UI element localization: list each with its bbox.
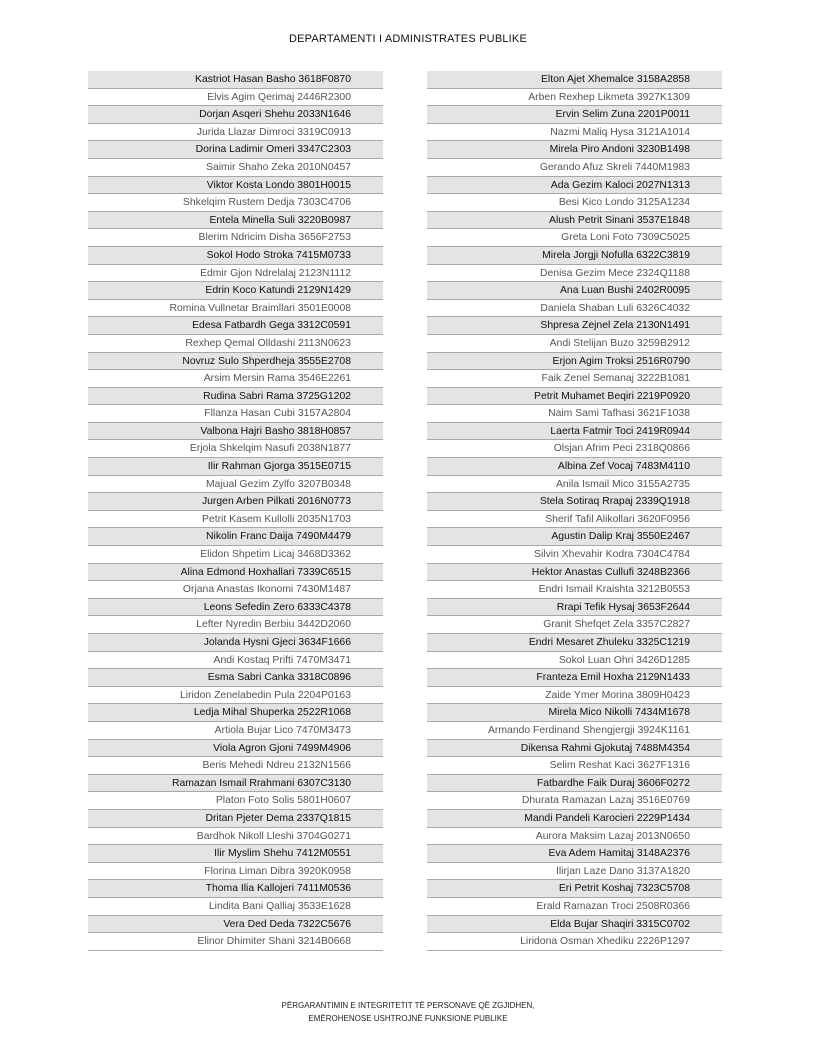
right-name-column [427, 71, 722, 951]
left-list-item: Jurgen Arben Pilkati 2016N0773 [88, 493, 383, 511]
left-list-item: Viktor Kosta Londo 3801H0015 [88, 177, 383, 195]
right-list-item: Faik Zenel Semanaj 3222B1081 [427, 370, 722, 388]
right-list-item: Armando Ferdinand Shengjergji 3924K1161 [427, 722, 722, 740]
footer-line-1: PËRGARANTIMIN E INTEGRITETIT TË PERSONAVE QË ZGJIDHEN, [281, 1001, 535, 1010]
left-list-item: Edrin Koco Katundi 2129N1429 [88, 282, 383, 300]
right-list-item: Gerando Afuz Skreli 7440M1983 [427, 159, 722, 177]
footer-line-2: EMËROHENOSE USHTROJNË FUNKSIONE PUBLIKE [308, 1014, 508, 1023]
left-list-item: Jurida Llazar Dimroci 3319C0913 [88, 124, 383, 142]
right-list-item: Mandi Pandeli Karocieri 2229P1434 [427, 810, 722, 828]
left-list-item: Artiola Bujar Lico 7470M3473 [88, 722, 383, 740]
left-list-item: Elinor Dhimiter Shani 3214B0668 [88, 933, 383, 951]
left-list-item: Liridon Zenelabedin Pula 2204P0163 [88, 687, 383, 705]
left-list-item: Jolanda Hysni Gjeci 3634F1666 [88, 634, 383, 652]
right-list-item: Alush Petrit Sinani 3537E1848 [427, 212, 722, 230]
left-list-item: Arsim Mersin Rama 3546E2261 [88, 370, 383, 388]
left-list-item: Andi Kostaq Prifti 7470M3471 [88, 652, 383, 670]
right-list-item: Ana Luan Bushi 2402R0095 [427, 282, 722, 300]
left-list-item: Novruz Sulo Shperdheja 3555E2708 [88, 353, 383, 371]
left-list-item: Thoma Ilia Kallojeri 7411M0536 [88, 880, 383, 898]
right-list-item: Mirela Mico Nikolli 7434M1678 [427, 704, 722, 722]
left-list-item: Nikolin Franc Daija 7490M4479 [88, 528, 383, 546]
right-list-item: Granit Shefqet Zela 3357C2827 [427, 616, 722, 634]
right-list-item: Hektor Anastas Cullufi 3248B2366 [427, 564, 722, 582]
right-list-item: Denisa Gezim Mece 2324Q1188 [427, 265, 722, 283]
left-list-item: Bardhok Nikoll Lleshi 3704G0271 [88, 828, 383, 846]
left-list-item: Fllanza Hasan Cubi 3157A2804 [88, 405, 383, 423]
right-list-item: Greta Loni Foto 7309C5025 [427, 229, 722, 247]
right-list-item: Andi Stelijan Buzo 3259B2912 [427, 335, 722, 353]
left-list-item: Sokol Hodo Stroka 7415M0733 [88, 247, 383, 265]
left-list-item: Edmir Gjon Ndrelalaj 2123N1112 [88, 265, 383, 283]
right-list-item: Sherif Tafil Alikollari 3620F0956 [427, 511, 722, 529]
right-list-item: Franteza Emil Hoxha 2129N1433 [427, 669, 722, 687]
right-list-item: Eva Adem Hamitaj 3148A2376 [427, 845, 722, 863]
left-list-item: Leons Sefedin Zero 6333C4378 [88, 599, 383, 617]
right-list-item: Shpresa Zejnel Zela 2130N1491 [427, 317, 722, 335]
left-list-item: Kastriot Hasan Basho 3618F0870 [88, 71, 383, 89]
left-list-item: Rudina Sabri Rama 3725G1202 [88, 388, 383, 406]
left-list-item: Ilir Rahman Gjorga 3515E0715 [88, 458, 383, 476]
left-list-item: Alina Edmond Hoxhallari 7339C6515 [88, 564, 383, 582]
left-list-item: Romina Vullnetar Braimllari 3501E0008 [88, 300, 383, 318]
right-list-item: Dhurata Ramazan Lazaj 3516E0769 [427, 792, 722, 810]
left-list-item: Platon Foto Solis 5801H0607 [88, 792, 383, 810]
left-list-item: Elidon Shpetim Licaj 3468D3362 [88, 546, 383, 564]
right-list-item: Liridona Osman Xhediku 2226P1297 [427, 933, 722, 951]
left-list-item: Beris Mehedi Ndreu 2132N1566 [88, 757, 383, 775]
left-list-item: Erjola Shkelqim Nasufi 2038N1877 [88, 440, 383, 458]
left-list-item: Dorjan Asqeri Shehu 2033N1646 [88, 106, 383, 124]
right-list-item: Erald Ramazan Troci 2508R0366 [427, 898, 722, 916]
left-list-item: Lindita Bani Qalliaj 3533E1628 [88, 898, 383, 916]
page-footer [0, 999, 816, 1025]
right-list-item: Agustin Dalip Kraj 3550E2467 [427, 528, 722, 546]
right-list-item: Stela Sotiraq Rrapaj 2339Q1918 [427, 493, 722, 511]
right-list-item: Elton Ajet Xhemalce 3158A2858 [427, 71, 722, 89]
right-list-item: Albina Zef Vocaj 7483M4110 [427, 458, 722, 476]
left-list-item: Ledja Mihal Shuperka 2522R1068 [88, 704, 383, 722]
right-list-item: Fatbardhe Faik Duraj 3606F0272 [427, 775, 722, 793]
left-list-item: Florina Liman Dibra 3920K0958 [88, 863, 383, 881]
right-list-item: Petrit Muhamet Beqiri 2219P0920 [427, 388, 722, 406]
left-list-item: Lefter Nyredin Berbiu 3442D2060 [88, 616, 383, 634]
right-list-item: Aurora Maksim Lazaj 2013N0650 [427, 828, 722, 846]
left-list-item: Esma Sabri Canka 3318C0896 [88, 669, 383, 687]
right-list-item: Besi Kico Londo 3125A1234 [427, 194, 722, 212]
left-list-item: Ilir Myslim Shehu 7412M0551 [88, 845, 383, 863]
right-list-item: Mirela Jorgji Nofulla 6322C3819 [427, 247, 722, 265]
left-list-item: Elvis Agim Qerimaj 2446R2300 [88, 89, 383, 107]
right-list-item: Anila Ismail Mico 3155A2735 [427, 476, 722, 494]
right-list-item: Olsjan Afrim Peci 2318Q0866 [427, 440, 722, 458]
left-list-item: Orjana Anastas Ikonomi 7430M1487 [88, 581, 383, 599]
right-list-item: Endri Ismail Kraishta 3212B0553 [427, 581, 722, 599]
left-list-item: Shkelqim Rustem Dedja 7303C4706 [88, 194, 383, 212]
right-list-item: Sokol Luan Ohri 3426D1285 [427, 652, 722, 670]
right-list-item: Ilirjan Laze Dano 3137A1820 [427, 863, 722, 881]
right-list-item: Daniela Shaban Luli 6326C4032 [427, 300, 722, 318]
left-list-item: Ramazan Ismail Rrahmani 6307C3130 [88, 775, 383, 793]
left-list-item: Petrit Kasem Kullolli 2035N1703 [88, 511, 383, 529]
left-list-item: Viola Agron Gjoni 7499M4906 [88, 740, 383, 758]
left-list-item: Edesa Fatbardh Gega 3312C0591 [88, 317, 383, 335]
left-name-column [88, 71, 383, 951]
right-list-item: Mirela Piro Andoni 3230B1498 [427, 141, 722, 159]
right-list-item: Zaide Ymer Morina 3809H0423 [427, 687, 722, 705]
left-list-item: Dorina Ladimir Omeri 3347C2303 [88, 141, 383, 159]
right-list-item: Ervin Selim Zuna 2201P0011 [427, 106, 722, 124]
right-list-item: Ada Gezim Kaloci 2027N1313 [427, 177, 722, 195]
left-list-item: Valbona Hajri Basho 3818H0857 [88, 423, 383, 441]
left-list-item: Vera Ded Deda 7322C5676 [88, 916, 383, 934]
right-list-item: Selim Reshat Kaci 3627F1316 [427, 757, 722, 775]
left-list-item: Majual Gezim Zylfo 3207B0348 [88, 476, 383, 494]
left-list-item: Saimir Shaho Zeka 2010N0457 [88, 159, 383, 177]
right-list-item: Naim Sami Tafhasi 3621F1038 [427, 405, 722, 423]
right-list-item: Endri Mesaret Zhuleku 3325C1219 [427, 634, 722, 652]
right-list-item: Rrapi Tefik Hysaj 3653F2644 [427, 599, 722, 617]
right-list-item: Erjon Agim Troksi 2516R0790 [427, 353, 722, 371]
right-list-item: Elda Bujar Shaqiri 3315C0702 [427, 916, 722, 934]
right-list-item: Arben Rexhep Likmeta 3927K1309 [427, 89, 722, 107]
right-list-item: Eri Petrit Koshaj 7323C5708 [427, 880, 722, 898]
left-list-item: Dritan Pjeter Dema 2337Q1815 [88, 810, 383, 828]
page-title: DEPARTAMENTI I ADMINISTRATES PUBLIKE [288, 33, 528, 45]
left-list-item: Rexhep Qemal Olldashi 2113N0623 [88, 335, 383, 353]
right-list-item: Silvin Xhevahir Kodra 7304C4784 [427, 546, 722, 564]
left-list-item: Blerim Ndricim Disha 3656F2753 [88, 229, 383, 247]
right-list-item: Laerta Fatmir Toci 2419R0944 [427, 423, 722, 441]
right-list-item: Dikensa Rahmi Gjokutaj 7488M4354 [427, 740, 722, 758]
right-list-item: Nazmi Maliq Hysa 3121A1014 [427, 124, 722, 142]
left-list-item: Entela Minella Suli 3220B0987 [88, 212, 383, 230]
